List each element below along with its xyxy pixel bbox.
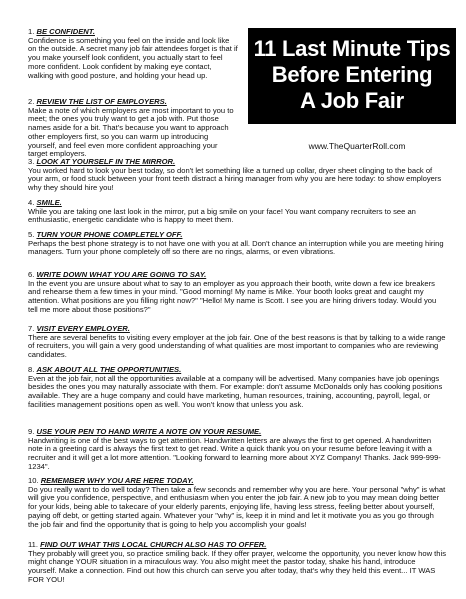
tip-body: Do you really want to do well today? Then take a few seconds and remember why you are here. Your personal "why" is what will give you confidence, perspective, and enthusiasm when you enter the job fair. A new job to you may mean doing better for your kids, being able to takecare of your elderly parents, enjoying life, having less stress, feeling better about yourself, paying off debt, or getting started again. Whatever your "why" is, keep it in mind and let it motivate you as you go through the job fair and find the opportunity that is going to help you accomplish your goals! [28,484,446,529]
tip-9 [28,428,446,472]
tip-title: SMILE. [36,198,62,207]
tip-number: 5. [28,230,35,239]
tip-body: Perhaps the best phone strategy is to not have one with you at all. Don't chance an interruption while you are meeting hiring managers. Turn your phone completely off so there are no rings, alarms, or even vibrations. [28,238,444,257]
title-banner [248,28,456,124]
tip-number: 9. [28,427,35,436]
tip-number: 4. [28,198,35,207]
banner-line-1: 11 Last Minute Tips [253,36,451,61]
tip-title: LOOK AT YOURSELF IN THE MIRROR. [36,157,176,166]
tip-title: BE CONFIDENT. [36,27,95,36]
tip-number: 1. [28,27,35,36]
tip-number: 11. [28,540,38,549]
tip-8 [28,366,446,410]
tip-body: You worked hard to look your best today, so don't let something like a turned up collar, dryer sheet clinging to the back of your arm, or food stuck between your front teeth distract a hiring manager from why you are here today: to show employers why they should hire you! [28,165,442,193]
tip-2 [28,98,238,159]
tip-5 [28,231,446,257]
tip-number: 7. [28,324,35,333]
tip-title: TURN YOUR PHONE COMPLETELY OFF. [36,230,183,239]
tip-number: 10. [28,476,39,485]
tip-number: 2. [28,97,35,106]
tip-title: REVIEW THE LIST OF EMPLOYERS. [36,97,167,106]
tip-number: 6. [28,270,35,279]
tip-body: Handwriting is one of the best ways to get attention. Handwritten letters are always the first to get opened. A handwritten note in a greeting card is always the first text to get read. Write a quick thank you on your resume before leaving it with a recruiter and it will get a lot more attention. "Looking forward to learning more about XYZ Company! Thanks. Jack 999-999-1234". [28,435,441,471]
tip-number: 8. [28,365,35,374]
banner-line-2: Before Entering [271,62,433,87]
tip-title: FIND OUT WHAT THIS LOCAL CHURCH ALSO HAS TO OFFER. [40,540,267,549]
tip-title: VISIT EVERY EMPLOYER. [36,324,130,333]
tip-1 [28,28,238,80]
tip-title: USE YOUR PEN TO HAND WRITE A NOTE ON YOUR RESUME. [36,427,262,436]
tip-title: ASK ABOUT ALL THE OPPORTUNITIES. [36,365,182,374]
tip-4 [28,199,446,225]
tip-body: They probably will greet you, so practice smiling back. If they offer prayer, welcome the opportunity, you never know how this might change YOUR situation in a miraculous way. You also might meet the pastor today, shake his hand, introduce yourself. Make a connection. Find out how this church can serve you after today, that's why they held this event... IT WAS FOR YOU! [28,548,447,584]
tip-6 [28,271,446,315]
tip-body: In the event you are unsure about what to say to an employer as you approach their booth, write down a few ice breakers and rehearse them a few times in your mind. "Good morning! My name is Mike. Your booth looks great and caught my attention. What positions are you filling right now?" "Hello! My name is Scott. I see you are hiring drivers today. Would you tell me more about those positions?" [28,278,437,314]
tip-title: REMEMBER WHY YOU ARE HERE TODAY. [40,476,194,485]
banner-line-3: A Job Fair [300,88,404,113]
tip-body: Confidence is something you feel on the inside and look like on the outside. A secret many job fair attendees forget is that if you make yourself look confident, you actually start to feel more confident. Look confident by making eye contact, walking with good posture, and holding your head up. [28,35,238,80]
tip-10 [28,477,446,529]
tip-body: There are several benefits to visiting every employer at the job fair. One of the best reasons is that by talking to a wide range of recruiters, you will gain a very good understanding of what qualities are most important to companies who are reviewing candidates. [28,332,446,360]
tip-11 [28,541,446,585]
tip-3 [28,158,446,193]
website-url: www.TheQuarterRoll.com [308,141,406,151]
tip-7 [28,325,446,360]
tip-number: 3. [28,157,35,166]
tip-body: Even at the job fair, not all the opportunities available at a company will be advertised. Many companies have job openings besides the ones you may naturally associate with them. For example: don't assume McDonalds only has cooking positions available. They are a huge company and could have marketing, human resources, training, accounting, payroll, legal, or facilities management positions open as well. You won't know that unless you ask. [28,373,443,409]
tip-body: While you are taking one last look in the mirror, put a big smile on your face! You want company recruiters to see an enthusiastic, energetic candidate who is happy to meet them. [28,206,416,225]
tip-body: Make a note of which employers are most important to you to meet; the ones you truly want to get a job with. Put those names aside for a bit. That's because you want to approach other employers first, so you can warm up introducing yourself, and feel even more confident approaching your target employers. [28,105,234,159]
tip-title: WRITE DOWN WHAT YOU ARE GOING TO SAY. [36,270,207,279]
